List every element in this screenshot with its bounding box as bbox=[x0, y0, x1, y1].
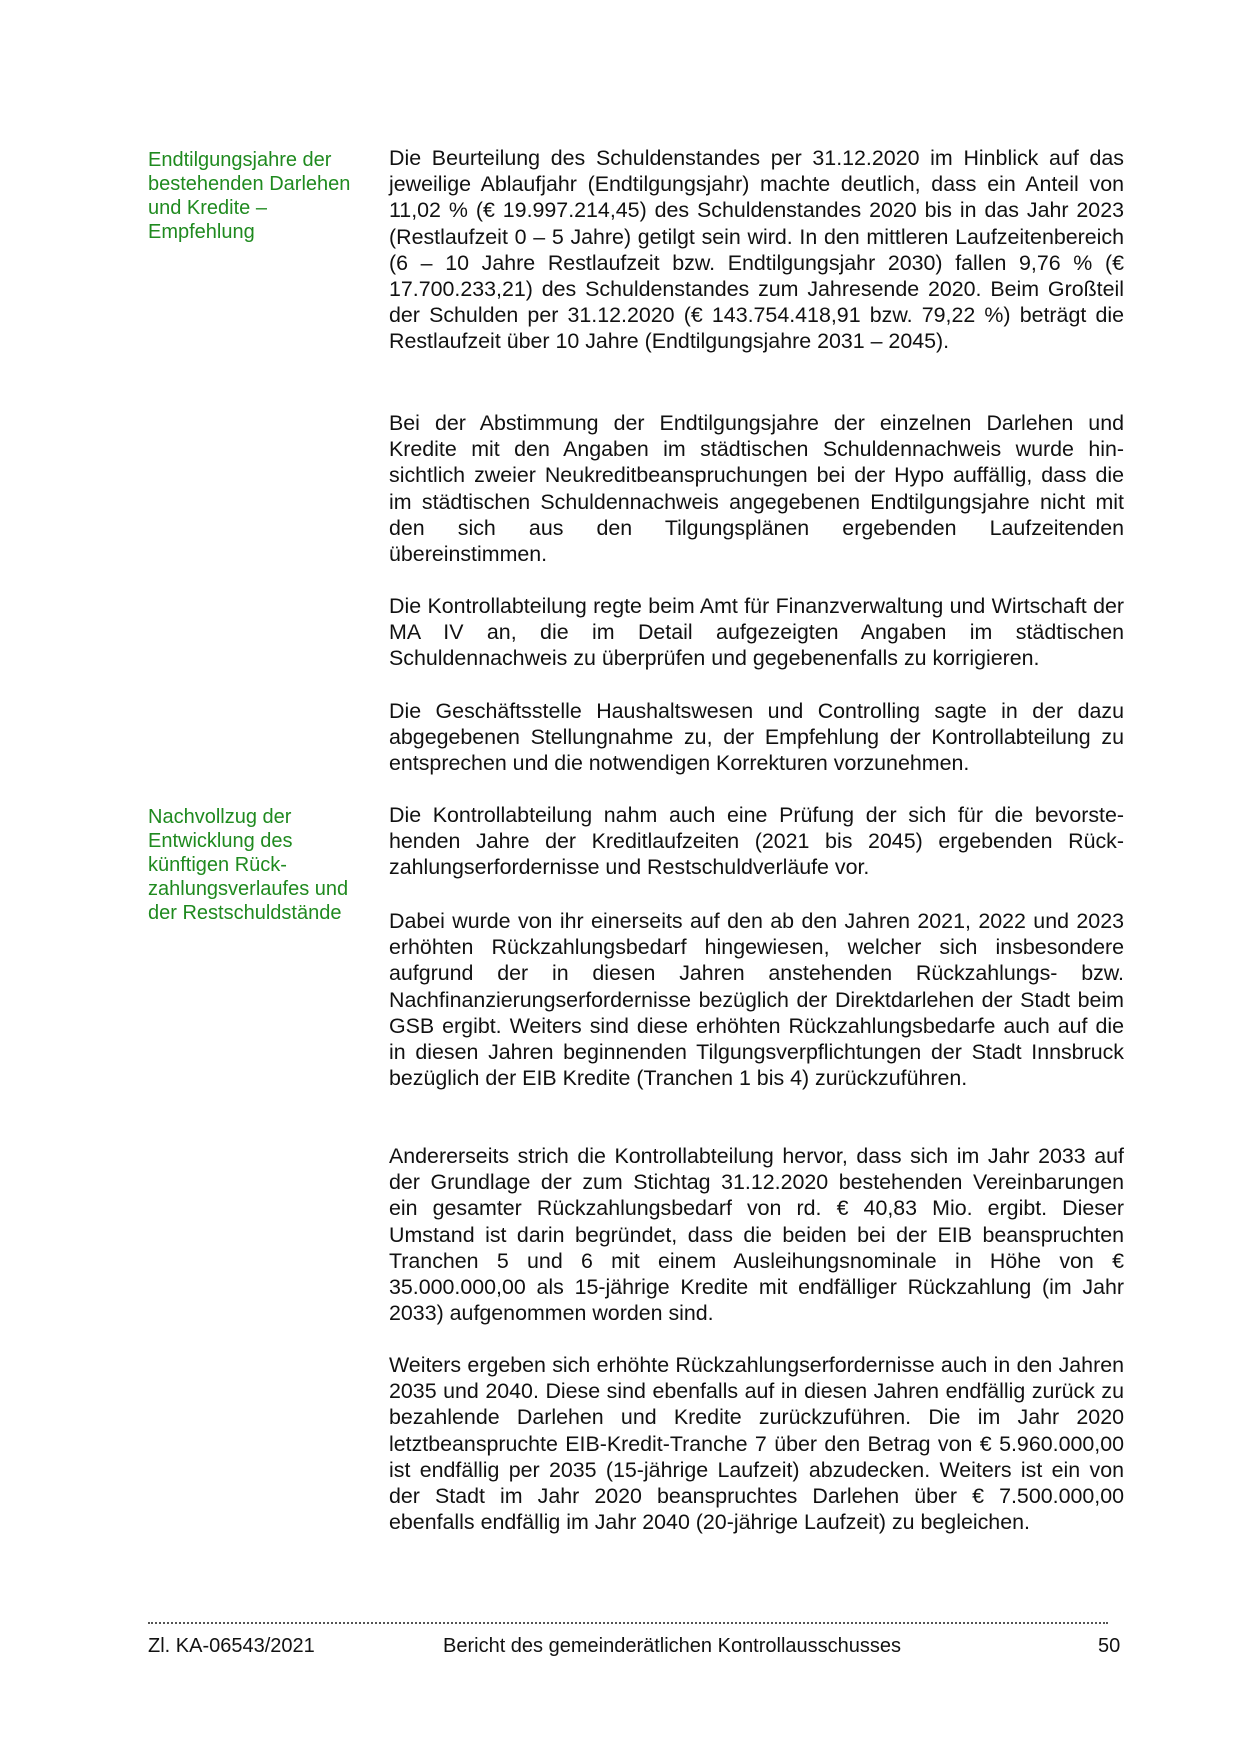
paragraph-geschaeftsstelle: Die Geschäftsstelle Haushaltswesen und Controlling sagte in der dazu abgegebenen Stellungnahme zu, der Empfehlung der Kontrollabteilung zu entsprechen und die notwendigen Korrekturen vorzunehmen. bbox=[389, 699, 1124, 776]
footer-report-title: Bericht des gemeinderätlichen Kontrollausschusses bbox=[443, 1635, 902, 1657]
paragraph-block-1 bbox=[389, 145, 1124, 355]
paragraph-block-7 bbox=[389, 1143, 1124, 1326]
paragraph-andererseits: Andererseits strich die Kontrollabteilung hervor, dass sich im Jahr 2033 auf der Grundlage der zum Stichtag 31.12.2020 bestehenden Vereinbarungen ein gesamter Rückzahlungsbedarf von rd. € 40,83 Mio. ergibt. Dieser Umstand ist darin begründet, dass die beiden bei der EIB beanspruchten Tranchen 5 und 6 mit einem Ausleihungsnominale in Höhe von € 35.000.000,00 als 15-jährige Kredite mit endfälliger Rückzahlung (im Jahr 2033) aufgenommen worden sind. bbox=[389, 1144, 1124, 1326]
paragraph-block-4 bbox=[389, 698, 1124, 777]
margin-note-nachvollzug: Nachvollzug der Entwicklung des künftigen Rückzahlungsverlaufes und der Restschuldstände bbox=[148, 806, 349, 924]
footer-reference-number: Zl. KA-06543/2021 bbox=[148, 1635, 315, 1657]
paragraph-pruefung: Die Kontrollabteilung nahm auch eine Prüfung der sich für die bevorstehenden Jahre der Kreditlaufzeiten (2021 bis 2045) ergebenden Rückzahlungserfordernisse und Restschuldverläufe vor. bbox=[389, 803, 1124, 880]
paragraph-block-6 bbox=[389, 908, 1124, 1091]
paragraph-weiters: Weiters ergeben sich erhöhte Rückzahlungserfordernisse auch in den Jahren 2035 und 2040. Diese sind ebenfalls auf in diesen Jahren endfällig zurück zu bezahlende Darlehen und Kredite zurückzuführen. Die im Jahr 2020 letztbeanspruchte EIB-Kredit-Tranche 7 über den Betrag von € 5.960.000,00 ist endfällig per 2035 (15-jährige Laufzeit) abzudecken. Weiters ist ein von der Stadt im Jahr 2020 beanspruchtes Darlehen über € 7.500.000,00 ebenfalls endfällig im Jahr 2040 (20-jährige Laufzeit) zu begleichen. bbox=[389, 1353, 1124, 1535]
paragraph-block-5 bbox=[389, 802, 1124, 881]
paragraph-dabei: Dabei wurde von ihr einerseits auf den ab den Jahren 2021, 2022 und 2023 erhöhten Rückzahlungsbedarf hingewiesen, welcher sich insbesondere aufgrund der in diesen Jahren anstehenden Rückzahlungs- bzw. Nachfinanzierungserfordernisse bezüglich der Direktdarlehen der Stadt beim GSB ergibt. Weiters sind diese erhöhten Rückzahlungsbedarfe auch auf die in diesen Jahren beginnenden Tilgungsverpflichtungen der Stadt Innsbruck bezüglich der EIB Kredite (Tranchen 1 bis 4) zurückzuführen. bbox=[389, 909, 1124, 1091]
paragraph-beurteilung: Die Beurteilung des Schuldenstandes per 31.12.2020 im Hinblick auf das jeweilige Ablaufjahr (Endtilgungsjahr) machte deutlich, dass ein Anteil von 11,02 % (€ 19.997.214,45) des Schuldenstandes 2020 bis in das Jahr 2023 (Restlaufzeit 0 – 5 Jahre) getilgt sein wird. In den mittleren Laufzeitenbereich (6 – 10 Jahre Restlaufzeit bzw. Endtilgungsjahr 2030) fallen 9,76 % (€ 17.700.233,21) des Schuldenstandes zum Jahresende 2020. Beim Großteil der Schulden per 31.12.2020 (€ 143.754.418,91 bzw. 79,22 %) beträgt die Restlaufzeit über 10 Jahre (Endtilgungsjahre 2031 – 2045). bbox=[389, 146, 1124, 354]
paragraph-kontrollabteilung-regte: Die Kontrollabteilung regte beim Amt für Finanzverwaltung und Wirtschaft der MA IV an, die im Detail aufgezeigten Angaben im städtischen Schuldennachweis zu überprüfen und gegebenenfalls zu korrigieren. bbox=[389, 594, 1124, 671]
paragraph-block-8 bbox=[389, 1352, 1124, 1535]
paragraph-block-2 bbox=[389, 410, 1124, 567]
paragraph-block-3 bbox=[389, 593, 1124, 672]
footer-divider bbox=[148, 1622, 1108, 1624]
margin-note-endtilgungsjahre: Endtilgungsjahre der bestehenden Darlehen und Kredite – Empfehlung bbox=[148, 149, 351, 243]
footer-page-number: 50 bbox=[1098, 1635, 1121, 1657]
paragraph-abstimmung: Bei der Abstimmung der Endtilgungsjahre der einzelnen Darlehen und Kredite mit den Angaben im städtischen Schuldennachweis wurde hinsichtlich zweier Neukreditbeanspruchungen bei der Hypo auffällig, dass die im städtischen Schuldennachweis angegebenen Endtilgungsjahre nicht mit den sich aus den Tilgungsplänen ergebenden Laufzeitenden übereinstimmen. bbox=[389, 411, 1124, 567]
